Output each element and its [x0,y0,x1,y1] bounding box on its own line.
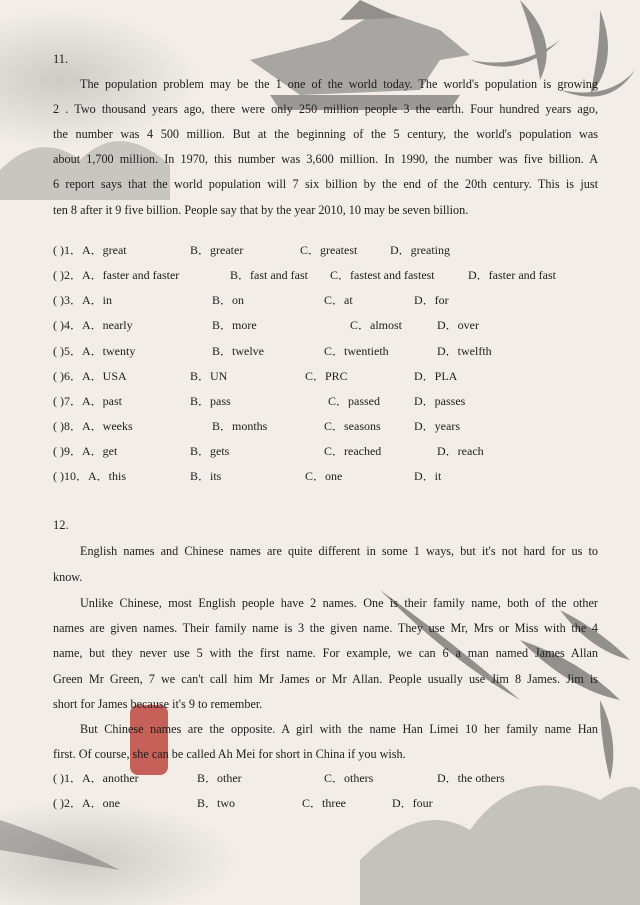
q12-passage-line-2: know. [53,570,83,584]
q11-option-row-8-stem: ( )8．A．weeks [53,419,133,433]
q12-passage-line-8: But Chinese names are the opposite. A girl with the name Han Limei 10 her family name Han [80,722,598,736]
q11-option-row-6-b: B．UN [190,369,228,383]
q12-option-row-1-stem: ( )1．A．another [53,771,139,785]
q11-passage-line-4: about 1,700 million. In 1970, this number was 3,600 million. In 1990, the number was five billion. A [53,152,598,166]
q11-option-row-3-stem: ( )3．A．in [53,293,112,307]
q12-passage-line-1: English names and Chinese names are quite different in some 1 ways, but it's not hard for us to [80,544,598,558]
q11-passage-line-1: The population problem may be the 1 one of the world today. The world's population is growing [80,77,598,91]
question-11-number: 11. [53,52,69,66]
q11-option-row-6-c: C．PRC [305,369,348,383]
q11-option-row-1-d: D．greating [390,243,450,257]
q11-option-row-3-b: B．on [212,293,245,307]
q11-option-row-5-c: C．twentieth [324,344,389,358]
q11-option-row-9-c: C．reached [324,444,382,458]
q12-passage-line-7: short for James because it's 9 to remember. [53,697,263,711]
q11-option-row-1-b: B．greater [190,243,244,257]
q12-option-row-1-d: D．the others [437,771,505,785]
q11-option-row-7-b: B．pass [190,394,231,408]
q11-passage-line-2: 2 . Two thousand years ago, there were only 250 million people 3 the earth. Four hundred years ago, [53,102,598,116]
q11-option-row-6-stem: ( )6．A．USA [53,369,127,383]
q12-passage-line-6: Green Mr Green, 7 we can't call him Mr James or Mr Allan. People usually use Jim 8 James. Jim is [53,672,598,686]
q12-option-row-2-d: D．four [392,796,433,810]
q11-option-row-9-b: B．gets [190,444,230,458]
q11-option-row-7-c: C．passed [328,394,380,408]
q11-passage-line-6: ten 8 after it 9 five billion. People say that by the year 2010, 10 may be seven billion. [53,203,469,217]
q12-option-row-2-b: B．two [197,796,236,810]
q11-option-row-8-c: C．seasons [324,419,381,433]
q11-option-row-4-c: C．almost [350,318,403,332]
question-12-number: 12. [53,518,69,532]
q11-option-row-4-stem: ( )4．A．nearly [53,318,133,332]
q12-passage-line-9: first. Of course, she can be called Ah Mei for short in China if you wish. [53,747,406,761]
q11-option-row-3-d: D．for [414,293,449,307]
q11-option-row-9-stem: ( )9．A．get [53,444,118,458]
q11-option-row-1-stem: ( )1．A．great [53,243,127,257]
q11-option-row-5-d: D．twelfth [437,344,492,358]
q11-option-row-6-d: D．PLA [414,369,458,383]
q12-option-row-1-b: B．other [197,771,242,785]
q11-option-row-10-d: D．it [414,469,442,483]
q11-option-row-10-stem: ( )10．A．this [53,469,126,483]
q11-option-row-10-b: B．its [190,469,222,483]
q11-option-row-1-c: C．greatest [300,243,358,257]
q12-passage-line-3: Unlike Chinese, most English people have 2 names. One is their family name, both of the other [80,596,598,610]
q12-option-row-1-c: C．others [324,771,374,785]
q11-option-row-7-stem: ( )7．A．past [53,394,122,408]
q11-option-row-5-b: B．twelve [212,344,264,358]
q11-passage-line-3: the number was 4 500 million. But at the beginning of the 5 century, the world's population was [53,127,598,141]
q11-option-row-7-d: D．passes [414,394,466,408]
q11-option-row-9-d: D．reach [437,444,484,458]
q11-option-row-4-d: D．over [437,318,479,332]
q11-option-row-2-c: C．fastest and fastest [330,268,435,282]
q11-option-row-2-d: D．faster and fast [468,268,556,282]
q12-option-row-2-stem: ( )2．A．one [53,796,120,810]
q12-option-row-2-c: C．three [302,796,346,810]
q12-passage-line-5: name, but they never use 5 with the first name. For example, we can 6 a man named James Allan [53,646,598,660]
q11-option-row-2-b: B．fast and fast [230,268,308,282]
q11-option-row-2-stem: ( )2．A．faster and faster [53,268,180,282]
q11-option-row-10-c: C．one [305,469,343,483]
q11-option-row-5-stem: ( )5．A．twenty [53,344,136,358]
q11-passage-line-5: 6 report says that the world population will 7 six billion by the end of the 20th century. This is just [53,177,598,191]
q11-option-row-3-c: C．at [324,293,353,307]
q11-option-row-4-b: B．more [212,318,257,332]
q12-passage-line-4: names are given names. Their family name is 3 the given name. They use Mr, Mrs or Miss with the 4 [53,621,598,635]
q11-option-row-8-b: B．months [212,419,268,433]
q11-option-row-8-d: D．years [414,419,460,433]
